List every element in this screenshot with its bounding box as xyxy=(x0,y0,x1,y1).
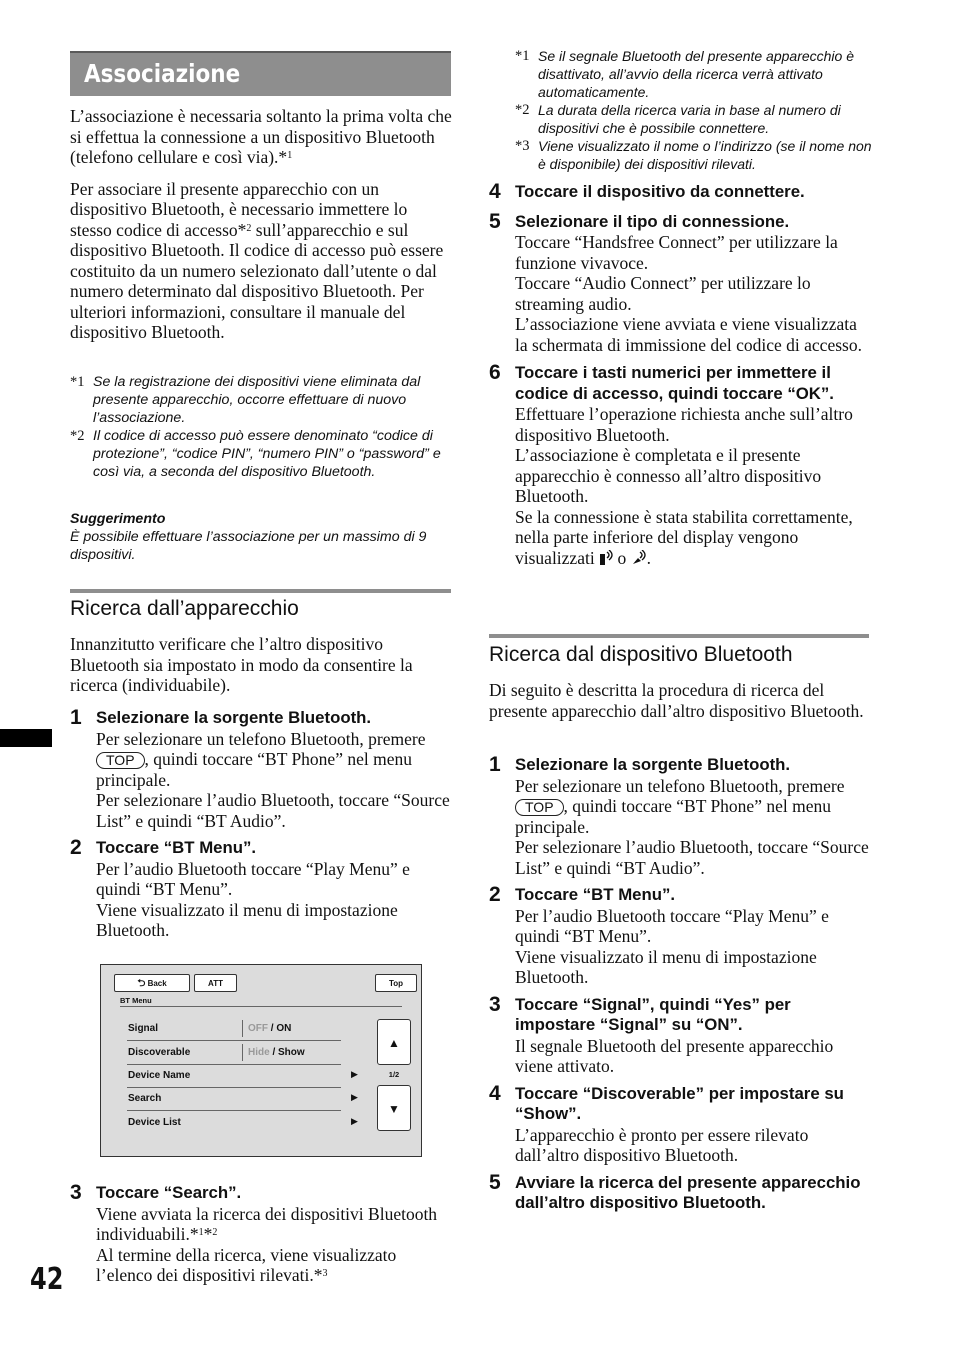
menu-row-discoverable[interactable]: Discoverable Hide / Show xyxy=(127,1041,341,1065)
search-step-4: 4 Toccare “Discoverable” per impostare su “Show”. L’apparecchio è pronto per essere rilevato dall’altro dispositivo Bluetooth. xyxy=(489,1081,844,1165)
intro-paragraph-2: Per associare il presente apparecchio con un dispositivo Bluetooth, è necessario immettere lo stesso codice di accesso*$^2$ sull’apparecchio e sul dispositivo Bluetooth. Il codice di accesso può essere costituito da un numero selezionato dall’utente o dal numero determinato dal dispositivo Bluetooth. Per ulteriori informazioni, consultare il manuale del dispositivo Bluetooth. xyxy=(70,178,444,342)
intro-block xyxy=(70,106,452,343)
section-intro: Innanzitutto verificare che l’altro dispositivo Bluetooth sia impostato in modo da consentire la ricerca (individuabile). xyxy=(70,634,413,695)
page-title: Associazione xyxy=(84,59,241,88)
search-step-2: 2 Toccare “BT Menu”. Per l’audio Bluetooth toccare “Play Menu” e quindi “BT Menu”. Viene visualizzato il menu di impostazione Bluetooth. xyxy=(489,883,829,987)
step-3: 3 Toccare “Search”. Viene avviata la ricerca dei dispositivi Bluetooth individuabili.*$^1$*$^2$ Al termine della ricerca, viene visualizzato l’elenco dei dispositivi rilevati.*$^3$ xyxy=(70,1181,438,1285)
tip-text: È possibile effettuare l’associazione per un massimo di 9 dispositivi. xyxy=(70,529,427,563)
menu-row-search[interactable]: Search xyxy=(127,1087,341,1111)
menu-row-device-name[interactable]: Device Name xyxy=(127,1064,341,1088)
footnote: *3 Viene visualizzato il nome o l’indirizzo (se il nome non è disponibile) dei dispositivi rilevati. xyxy=(515,138,872,172)
search-step-1: 1 Selezionare la sorgente Bluetooth. Per selezionare un telefono Bluetooth, premere TOP , quindi toccare “BT Phone” nel menu principale. Per selezionare l’audio Bluetooth, toccare “Source List” e quindi “BT Audio”. xyxy=(489,753,869,878)
bluetooth-phone-icon xyxy=(599,550,613,566)
screen-title: BT Menu xyxy=(120,996,152,1005)
back-button[interactable]: ⮌ Back xyxy=(114,974,190,992)
search-step-5: 5 Avviare la ricerca del presente apparecchio dall’altro dispositivo Bluetooth. xyxy=(489,1170,861,1212)
page-number: 42 xyxy=(30,1262,64,1297)
right-steps-2 xyxy=(489,755,871,1214)
right-footnotes xyxy=(515,47,875,173)
section-heading: Ricerca dal dispositivo Bluetooth xyxy=(489,643,793,666)
footnote: *2 La durata della ricerca varia in base al numero di dispositivi che è possibile connettere. xyxy=(515,102,841,136)
section-title-bar xyxy=(70,51,451,96)
footnote: *1 Se il segnale Bluetooth del presente apparecchio è disattivato, all’avvio della ricerca verrà attivato automaticamente. xyxy=(515,48,854,100)
step-4: 4 Toccare il dispositivo da connettere. xyxy=(489,180,805,203)
arrow-right-icon: ▶ xyxy=(351,1116,358,1126)
side-tab-marker xyxy=(0,729,52,747)
section-rule xyxy=(489,634,869,638)
arrow-right-icon: ▶ xyxy=(351,1092,358,1102)
section-intro: Di seguito è descritta la procedura di ricerca del presente apparecchio dall’altro dispositivo Bluetooth. xyxy=(489,680,864,721)
arrow-right-icon: ▶ xyxy=(351,1069,358,1079)
step-5: 5 Selezionare il tipo di connessione. Toccare “Handsfree Connect” per utilizzare la funzione vivavoce. Toccare “Audio Connect” per utilizzare lo streaming audio. L’associazione viene avviata e viene visualizzata la schermata di immissione del codice di accesso. xyxy=(489,209,862,355)
left-steps xyxy=(70,708,452,941)
menu-row-signal[interactable]: Signal OFF / ON xyxy=(127,1017,341,1041)
footnote: *2 Il codice di accesso può essere denominato “codice di protezione”, “codice PIN”, “numero PIN” o “password” e così via, a seconda del dispositivo Bluetooth. xyxy=(70,428,441,480)
section-heading: Ricerca dall’apparecchio xyxy=(70,597,299,620)
triangle-down-icon: ▼ xyxy=(388,1102,400,1116)
page-indicator: 1/2 xyxy=(388,1070,400,1079)
step-1: 1 Selezionare la sorgente Bluetooth. Per selezionare un telefono Bluetooth, premere TOP , quindi toccare “BT Phone” nel menu principale. Per selezionare l’audio Bluetooth, toccare “Source List” e quindi “BT Audio”. xyxy=(70,706,450,831)
menu-row-device-list[interactable]: Device List xyxy=(128,1117,181,1128)
section-rule xyxy=(70,589,451,593)
tip-block xyxy=(70,510,452,564)
left-footnotes xyxy=(70,373,452,481)
bluetooth-audio-icon xyxy=(631,550,647,566)
top-key: TOP xyxy=(515,799,564,816)
intro-paragraph-1: L’associazione è necessaria soltanto la prima volta che si effettua la connessione a un dispositivo Bluetooth (telefono cellulare e così via).*$^1$ xyxy=(70,106,452,167)
top-button[interactable]: Top xyxy=(375,974,417,992)
scroll-down-button[interactable] xyxy=(377,1085,411,1131)
screen-title-rule xyxy=(120,1006,402,1007)
search-step-3: 3 Toccare “Signal”, quindi “Yes” per impostare “Signal” su “ON”. Il segnale Bluetooth del presente apparecchio viene attivato. xyxy=(489,992,834,1076)
bt-menu-screen xyxy=(100,964,422,1157)
top-key: TOP xyxy=(96,752,145,769)
right-steps xyxy=(489,182,871,568)
att-button[interactable]: ATT xyxy=(194,974,237,992)
footnote: *1 Se la registrazione dei dispositivi viene eliminata dal presente apparecchio, occorre effettuare di nuovo l’associazione. xyxy=(70,374,421,426)
triangle-up-icon: ▲ xyxy=(388,1036,400,1050)
step-6: 6 Toccare i tasti numerici per immettere il codice di accesso, quindi toccare “OK”. Effettuare l’operazione richiesta anche sull’altro dispositivo Bluetooth. L’associazione è completata e il presente apparecchio è connesso all’altro dispositivo Bluetooth. Se la connessione è stata stabilita correttamente, nella parte inferiore del display vengono visualizzati o . xyxy=(489,361,853,568)
step-2: 2 Toccare “BT Menu”. Per l’audio Bluetooth toccare “Play Menu” e quindi “BT Menu”. Viene visualizzato il menu di impostazione Bluetooth. xyxy=(70,836,410,940)
back-arrow-icon: ⮌ xyxy=(137,978,146,989)
tip-heading: Suggerimento xyxy=(70,511,166,527)
scroll-up-button[interactable] xyxy=(377,1019,411,1065)
left-steps-2 xyxy=(70,1183,452,1286)
